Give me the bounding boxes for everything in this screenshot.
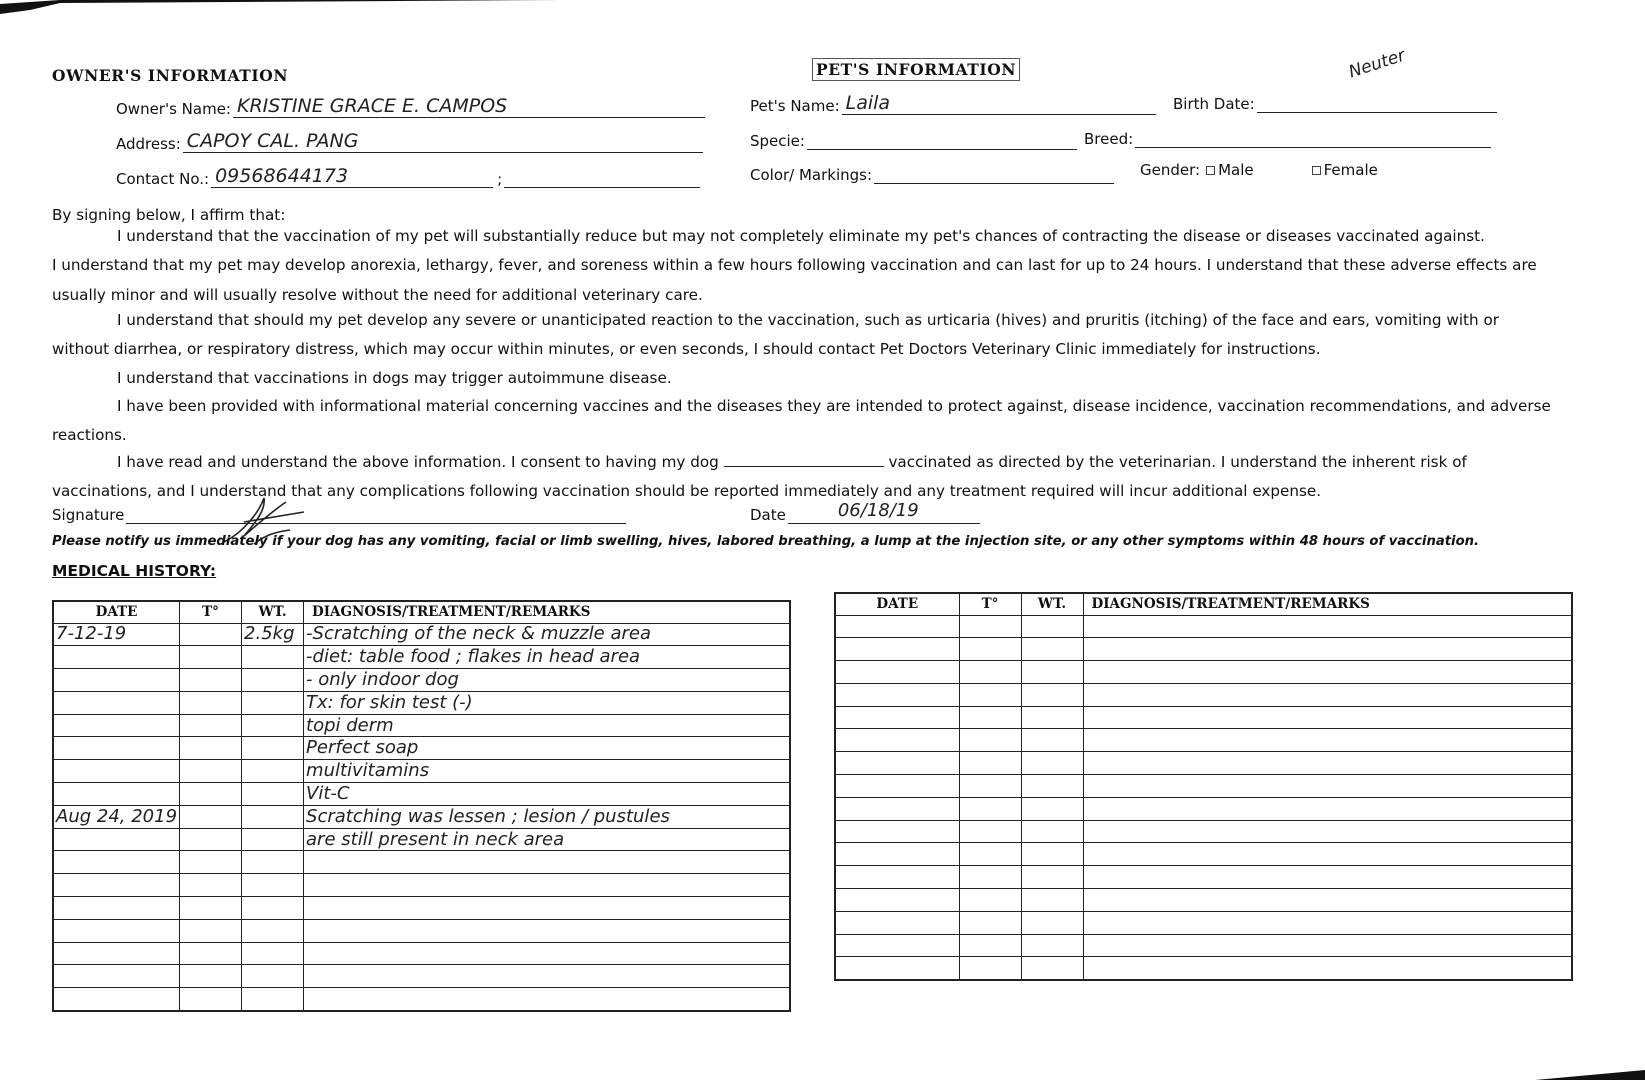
date-cell[interactable] (53, 942, 180, 965)
consent-paragraph-6: I have read and understand the above information. I consent to having my dog vaccinated as directed by the veterinarian. I understand the inherent risk of vaccinations, and I understand that any complications following vaccination should be reported immediately and any treatment required will incur additional expense. (52, 453, 1467, 500)
weight-cell[interactable] (1021, 661, 1083, 684)
owner-name-field[interactable] (116, 96, 705, 118)
temp-cell[interactable] (959, 661, 1021, 684)
remarks-cell[interactable] (1083, 683, 1572, 706)
neuter-note: Neuter (1346, 45, 1408, 83)
remarks-cell[interactable] (1083, 775, 1572, 798)
weight-cell[interactable] (242, 623, 304, 646)
table-row (53, 714, 790, 737)
date-cell[interactable] (835, 866, 959, 889)
remarks-cell[interactable] (1083, 661, 1572, 684)
table-row (53, 942, 790, 965)
date-header: DATE (835, 593, 959, 615)
temp-cell[interactable] (180, 760, 242, 783)
remarks-cell[interactable] (304, 897, 790, 920)
weight-cell[interactable] (1021, 911, 1083, 934)
weight-cell[interactable] (1021, 797, 1083, 820)
signature-field[interactable] (52, 506, 626, 524)
date-cell[interactable] (835, 797, 959, 820)
weight-header: WT. (1021, 593, 1083, 615)
remarks-cell[interactable] (304, 737, 790, 760)
remarks-cell[interactable] (1083, 797, 1572, 820)
consent-paragraph-5: I have been provided with informational material concerning vaccines and the diseases they are intended to protect against, disease incidence, vaccination recommendations, and adverse reactions. (52, 397, 1551, 444)
table-row (835, 706, 1572, 729)
temp-cell[interactable] (959, 934, 1021, 957)
table-row (53, 828, 790, 851)
birth-date-label: Birth Date: (1173, 95, 1255, 113)
temp-cell[interactable] (959, 638, 1021, 661)
male-label: Male (1218, 161, 1254, 179)
remarks-cell[interactable] (304, 760, 790, 783)
pet-name-label: Pet's Name: (750, 97, 840, 115)
date-cell[interactable] (53, 760, 180, 783)
breed-label: Breed: (1084, 130, 1134, 148)
remarks-cell-value: - only indoor dog (306, 668, 459, 690)
owner-name-value: KRISTINE GRACE E. CAMPOS (237, 98, 508, 117)
table-row (53, 805, 790, 828)
weight-cell[interactable] (242, 897, 304, 920)
remarks-cell[interactable] (1083, 638, 1572, 661)
table-row (53, 965, 790, 988)
owner-name-label: Owner's Name: (116, 100, 231, 118)
color-markings-label: Color/ Markings: (750, 166, 873, 184)
temp-cell[interactable] (180, 805, 242, 828)
date-cell[interactable] (53, 714, 180, 737)
weight-cell[interactable] (1021, 729, 1083, 752)
weight-cell[interactable] (1021, 889, 1083, 912)
weight-cell[interactable] (242, 783, 304, 806)
table-row (835, 889, 1572, 912)
temp-header: T° (180, 601, 242, 623)
remarks-cell[interactable] (304, 965, 790, 988)
pet-info-title: PET'S INFORMATION (812, 58, 1020, 81)
specie-field[interactable] (750, 128, 1077, 150)
weight-cell[interactable] (1021, 638, 1083, 661)
remarks-header: DIAGNOSIS/TREATMENT/REMARKS (304, 601, 790, 623)
table-row (53, 851, 790, 874)
date-cell[interactable] (53, 623, 180, 646)
weight-cell[interactable] (242, 988, 304, 1011)
weight-cell[interactable] (242, 805, 304, 828)
date-cell[interactable] (53, 805, 180, 828)
breed-field[interactable] (1084, 126, 1491, 148)
remarks-cell[interactable] (1083, 706, 1572, 729)
temp-cell[interactable] (959, 957, 1021, 980)
date-cell[interactable] (53, 988, 180, 1011)
temp-cell[interactable] (180, 851, 242, 874)
remarks-cell[interactable] (304, 919, 790, 942)
date-cell[interactable] (53, 669, 180, 692)
remarks-cell[interactable] (304, 669, 790, 692)
consent-paragraph-3: I understand that should my pet develop any severe or unanticipated reaction to the vaccination, such as urticaria (hives) and pruritis (itching) of the face and ears, vomiting with or without diarrhea, or respiratory distress, which may occur within minutes, or even seconds, I should contact Pet Doctors Veterinary Clinic immediately for instructions. (52, 311, 1499, 358)
weight-cell[interactable] (1021, 615, 1083, 638)
remarks-cell-value: Tx: for skin test (-) (306, 691, 473, 713)
weight-cell-value: 2.5kg (244, 623, 295, 645)
date-cell[interactable] (53, 851, 180, 874)
remarks-cell[interactable] (304, 942, 790, 965)
temp-cell[interactable] (959, 683, 1021, 706)
remarks-cell-value: -Scratching of the neck & muzzle area (306, 623, 651, 645)
temp-cell[interactable] (959, 729, 1021, 752)
date-cell[interactable] (835, 752, 959, 775)
medical-history-title: MEDICAL HISTORY: (52, 562, 217, 580)
table-row (835, 957, 1572, 980)
table-row (53, 783, 790, 806)
weight-cell[interactable] (242, 760, 304, 783)
date-cell[interactable] (53, 874, 180, 897)
date-cell[interactable] (835, 843, 959, 866)
gender-field (1140, 161, 1378, 179)
remarks-cell-value: -diet: table food ; flakes in head area (306, 646, 641, 668)
date-cell[interactable] (53, 897, 180, 920)
temp-cell[interactable] (959, 615, 1021, 638)
consent-intro: By signing below, I affirm that: (52, 206, 286, 224)
temp-cell[interactable] (959, 911, 1021, 934)
weight-cell[interactable] (1021, 775, 1083, 798)
weight-cell[interactable] (1021, 957, 1083, 980)
table-row (835, 615, 1572, 638)
table-row (835, 729, 1572, 752)
notice-text: Please notify us immediately if your dog has any vomiting, facial or limb swelling, hives, labored breathing, a lump at the injection site, or any other symptoms within 48 hours of vaccination. (52, 534, 1480, 549)
table-row (835, 911, 1572, 934)
weight-cell[interactable] (242, 874, 304, 897)
remarks-cell[interactable] (1083, 843, 1572, 866)
remarks-cell[interactable] (304, 623, 790, 646)
consent-paragraph-2: I understand that my pet may develop anorexia, lethargy, fever, and soreness within a few hours following vaccination and can last for up to 24 hours. I understand that these adverse effects are usually minor and will usually resolve without the need for additional veterinary care. (52, 256, 1537, 304)
date-cell[interactable] (53, 691, 180, 714)
date-value: 06/18/19 (837, 500, 919, 521)
remarks-cell[interactable] (304, 874, 790, 897)
table-row (835, 934, 1572, 957)
temp-cell[interactable] (180, 942, 242, 965)
date-cell[interactable] (835, 957, 959, 980)
remarks-cell[interactable] (304, 783, 790, 806)
contact-field[interactable] (116, 166, 700, 188)
temp-cell[interactable] (959, 889, 1021, 912)
temp-cell[interactable] (180, 965, 242, 988)
date-cell[interactable] (835, 615, 959, 638)
consent-paragraph-1: I understand that the vaccination of my pet will substantially reduce but may not completely eliminate my pet's chances of contracting the disease or diseases vaccinated against. (117, 227, 1485, 245)
date-cell[interactable] (53, 646, 180, 669)
pet-name-field[interactable] (750, 93, 1156, 115)
date-cell[interactable] (835, 934, 959, 957)
weight-cell[interactable] (1021, 843, 1083, 866)
gender-label: Gender: (1140, 161, 1201, 179)
temp-cell[interactable] (180, 919, 242, 942)
remarks-cell[interactable] (1083, 866, 1572, 889)
date-cell[interactable] (835, 683, 959, 706)
temp-header: T° (959, 593, 1021, 615)
weight-cell[interactable] (1021, 683, 1083, 706)
scan-edge-artifact (0, 0, 560, 22)
remarks-cell[interactable] (304, 851, 790, 874)
table-row (53, 669, 790, 692)
temp-cell[interactable] (180, 897, 242, 920)
contact-value: 09568644173 (215, 168, 349, 187)
remarks-cell[interactable] (1083, 934, 1572, 957)
date-cell-value: 7-12-19 (56, 623, 127, 645)
table-row (835, 683, 1572, 706)
weight-cell[interactable] (242, 646, 304, 669)
scan-corner-artifact (1495, 1066, 1645, 1080)
weight-cell[interactable] (242, 737, 304, 760)
remarks-header: DIAGNOSIS/TREATMENT/REMARKS (1083, 593, 1572, 615)
remarks-cell[interactable] (304, 988, 790, 1011)
weight-cell[interactable] (242, 669, 304, 692)
date-cell[interactable] (835, 729, 959, 752)
weight-cell[interactable] (1021, 934, 1083, 957)
address-label: Address: (116, 135, 181, 153)
temp-cell[interactable] (959, 820, 1021, 843)
weight-cell[interactable] (242, 965, 304, 988)
remarks-cell-value: Perfect soap (306, 737, 419, 759)
table-row (53, 760, 790, 783)
gender-male-option[interactable] (1206, 161, 1254, 179)
weight-cell[interactable] (1021, 820, 1083, 843)
remarks-cell-value: Vit-C (306, 782, 350, 804)
weight-cell[interactable] (242, 851, 304, 874)
weight-cell[interactable] (1021, 752, 1083, 775)
remarks-cell[interactable] (304, 805, 790, 828)
remarks-cell[interactable] (1083, 615, 1572, 638)
table-row (53, 897, 790, 920)
date-cell[interactable] (53, 737, 180, 760)
address-value: CAPOY CAL. PANG (186, 133, 359, 152)
table-row (835, 866, 1572, 889)
date-field[interactable] (750, 500, 980, 524)
table-row (835, 797, 1572, 820)
temp-cell[interactable] (180, 828, 242, 851)
remarks-cell[interactable] (1083, 889, 1572, 912)
temp-cell[interactable] (959, 866, 1021, 889)
contact-separator: ; (497, 170, 503, 188)
remarks-cell[interactable] (1083, 729, 1572, 752)
date-cell-value: Aug 24, 2019 (56, 805, 178, 827)
address-field[interactable] (116, 131, 703, 153)
pet-name-value: Laila (845, 95, 891, 114)
date-cell[interactable] (53, 965, 180, 988)
medical-history-table-left (52, 600, 791, 1012)
weight-header: WT. (242, 601, 304, 623)
weight-cell[interactable] (1021, 706, 1083, 729)
temp-cell[interactable] (180, 988, 242, 1011)
remarks-cell[interactable] (304, 828, 790, 851)
female-checkbox[interactable] (1312, 166, 1321, 175)
weight-cell[interactable] (242, 691, 304, 714)
temp-cell[interactable] (180, 714, 242, 737)
table-row (835, 843, 1572, 866)
remarks-cell-value: are still present in neck area (306, 828, 565, 850)
remarks-cell-value: Scratching was lessen ; lesion / pustules (306, 805, 670, 827)
date-cell[interactable] (835, 820, 959, 843)
remarks-cell[interactable] (304, 646, 790, 669)
table-row (835, 752, 1572, 775)
date-header: DATE (53, 601, 180, 623)
date-cell[interactable] (835, 775, 959, 798)
female-label: Female (1323, 161, 1378, 179)
table-row (53, 988, 790, 1011)
remarks-cell-value: topi derm (306, 714, 394, 736)
date-cell[interactable] (53, 783, 180, 806)
remarks-cell[interactable] (1083, 820, 1572, 843)
table-row (835, 638, 1572, 661)
date-cell[interactable] (835, 889, 959, 912)
remarks-cell[interactable] (1083, 957, 1572, 980)
weight-cell[interactable] (242, 828, 304, 851)
medical-history-table-right (834, 592, 1573, 981)
temp-cell[interactable] (180, 737, 242, 760)
table-row (53, 874, 790, 897)
date-cell[interactable] (835, 911, 959, 934)
table-row (835, 775, 1572, 798)
weight-cell[interactable] (1021, 866, 1083, 889)
signature-label: Signature (52, 506, 125, 524)
gender-female-option[interactable] (1312, 161, 1378, 179)
male-checkbox[interactable] (1206, 166, 1215, 175)
table-row (53, 737, 790, 760)
temp-cell[interactable] (180, 691, 242, 714)
table-row (53, 691, 790, 714)
birth-date-field[interactable] (1173, 91, 1497, 113)
date-cell[interactable] (53, 919, 180, 942)
temp-cell[interactable] (180, 669, 242, 692)
temp-cell[interactable] (180, 874, 242, 897)
temp-cell[interactable] (959, 706, 1021, 729)
remarks-cell[interactable] (1083, 911, 1572, 934)
table-row (835, 661, 1572, 684)
remarks-cell[interactable] (1083, 752, 1572, 775)
remarks-cell[interactable] (304, 714, 790, 737)
temp-cell[interactable] (959, 752, 1021, 775)
date-cell[interactable] (835, 706, 959, 729)
weight-cell[interactable] (242, 942, 304, 965)
weight-cell[interactable] (242, 919, 304, 942)
temp-cell[interactable] (180, 646, 242, 669)
temp-cell[interactable] (959, 843, 1021, 866)
temp-cell[interactable] (180, 783, 242, 806)
date-cell[interactable] (835, 661, 959, 684)
remarks-cell-value: multivitamins (306, 760, 430, 782)
contact-label: Contact No.: (116, 170, 210, 188)
table-row (835, 820, 1572, 843)
owner-info-title: OWNER'S INFORMATION (52, 66, 289, 85)
remarks-cell[interactable] (304, 691, 790, 714)
table-row (53, 919, 790, 942)
consent-paragraph-4: I understand that vaccinations in dogs may trigger autoimmune disease. (117, 369, 672, 387)
specie-label: Specie: (750, 132, 805, 150)
temp-cell[interactable] (959, 775, 1021, 798)
contact-alt-line[interactable] (504, 168, 700, 188)
table-row (53, 646, 790, 669)
weight-cell[interactable] (242, 714, 304, 737)
date-cell[interactable] (53, 828, 180, 851)
date-label: Date (750, 506, 786, 524)
temp-cell[interactable] (959, 797, 1021, 820)
temp-cell[interactable] (180, 623, 242, 646)
table-row (53, 623, 790, 646)
date-cell[interactable] (835, 638, 959, 661)
color-markings-field[interactable] (750, 162, 1114, 184)
dog-name-blank[interactable] (724, 453, 884, 467)
signature-line[interactable] (126, 506, 626, 524)
